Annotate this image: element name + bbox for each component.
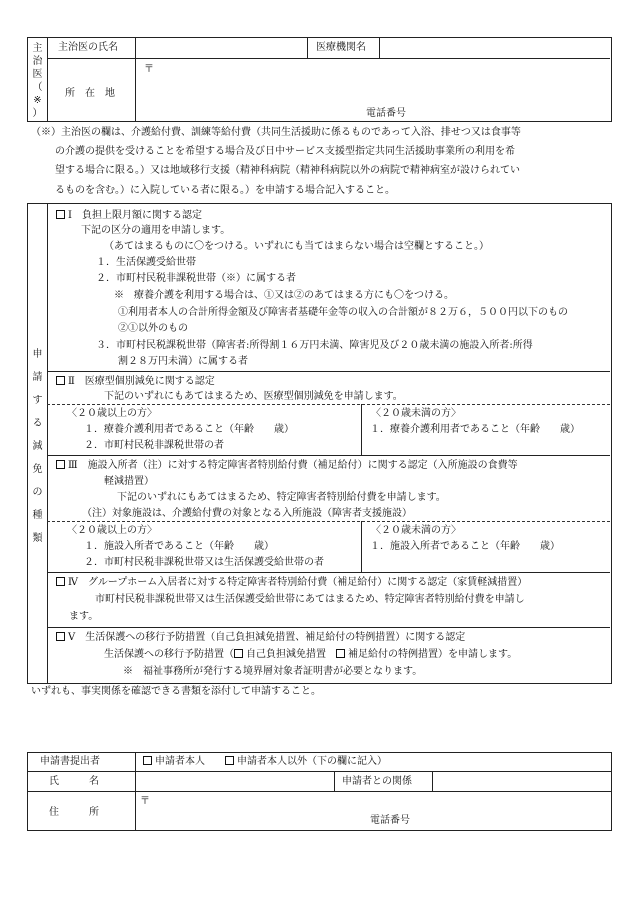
section4-title: Ⅳ グループホーム入居者に対する特定障害者特別給付費（補足給付）に関する認定（家賃軽減措置）	[56, 577, 527, 589]
section1-title: Ⅰ 負担上限月額に関する認定	[56, 210, 202, 222]
submitter-label: 申請書提出者	[40, 756, 100, 767]
doctor-address-label: 所 在 地	[65, 88, 115, 99]
section3-left-item: １．施設入所者であること（年齢 歳）	[84, 541, 274, 552]
section3-note: （注）対象施設は、介護給付費の対象となる入所施設（障害者支援施設）	[82, 508, 412, 519]
doctor-name-label: 主治医の氏名	[58, 42, 118, 53]
section4-line: 市町村民税非課税世帯又は生活保護受給世帯にあてはまるため、特定障害者特別給付費を申請し	[95, 594, 525, 605]
section1-line: 下記の区分の適用を申請します。	[81, 225, 231, 236]
applicant-phone-label: 電話番号	[370, 815, 410, 826]
supplement-checkbox[interactable]	[336, 649, 345, 658]
institution-field[interactable]	[381, 39, 608, 57]
section2-right-head: 〈２０歳未満の方〉	[371, 408, 461, 419]
postal-mark: 〒	[144, 64, 154, 75]
section3-left-item: ２．市町村民税非課税世帯又は生活保護受給世帯の者	[84, 557, 324, 568]
other-checkbox[interactable]	[225, 756, 234, 765]
self-checkbox[interactable]	[143, 756, 152, 765]
self-burden-checkbox[interactable]	[234, 649, 243, 658]
section1-sub-1: ①利用者本人の合計所得金額及び障害者基礎年金等の収入の合計額が８２万６，５００円以下のもの	[118, 307, 568, 318]
relation-field[interactable]	[434, 773, 608, 789]
section4-checkbox[interactable]	[56, 577, 65, 586]
section1-sub-2: ②①以外のもの	[118, 323, 188, 334]
section2-left-item: １．療養介護利用者であること（年齢 歳）	[84, 424, 294, 435]
section1-checkbox[interactable]	[56, 210, 65, 219]
section3-checkbox[interactable]	[56, 460, 65, 469]
section1-option-3: ３．市町村民税課税世帯（障害者:所得割１６万円未満、障害児及び２０歳未満の施設入所者:所得	[96, 340, 533, 351]
applicant-name-field[interactable]	[137, 773, 332, 789]
doctor-name-field[interactable]	[137, 39, 305, 57]
applicant-name-label: 氏 名	[49, 776, 99, 787]
section1-line: （あてはまるものに〇をつける。いずれにも当てはまらない場合は空欄とすること。）	[104, 241, 489, 252]
section3-right-item: １．施設入所者であること（年齢 歳）	[370, 541, 560, 552]
section3-intro: 下記のいずれにもあてはまるため、特定障害者特別給付費を申請します。	[117, 492, 446, 503]
submitter-options: 申請者本人 申請者本人以外（下の欄に記入）	[143, 756, 387, 768]
attachment-note: いずれも、事実関係を確認できる書類を添付して申請すること。	[31, 686, 321, 697]
institution-label: 医療機関名	[316, 42, 366, 53]
reduction-side-label: 申 請 す る 減 免 の 種 類	[32, 349, 43, 544]
section1-option-3-cont: 割２８万円未満）に属する者	[118, 356, 248, 367]
doctor-phone-label: 電話番号	[366, 108, 406, 119]
section3-title: Ⅲ 施設入所者（注）に対する特定障害者特別給付費（補足給付）に関する認定（入所施設の食費等	[56, 460, 518, 472]
section3-right-head: 〈２０歳未満の方〉	[371, 525, 461, 536]
section1-option-1: １．生活保護受給世帯	[96, 257, 196, 268]
section1-option-2: ２．市町村民税非課税世帯（※）に属する者	[96, 273, 296, 284]
section5-line: 生活保護への移行予防措置（ 自己負担減免措置 補足給付の特例措置）を申請します。	[104, 649, 518, 660]
section3-left-head: 〈２０歳以上の方〉	[67, 525, 157, 536]
section2-left-item: ２．市町村民税非課税世帯の者	[84, 440, 224, 451]
section2-left-head: 〈２０歳以上の方〉	[67, 408, 157, 419]
section3-title-cont: 軽減措置）	[104, 476, 154, 487]
section5-title: Ⅴ 生活保護への移行予防措置（自己負担減免措置、補足給付の特例措置）に関する認定	[56, 632, 465, 644]
section1-note: ※ 療養介護を利用する場合は、①又は②のあてはまる方にも〇をつける。	[114, 290, 454, 301]
section2-title: Ⅱ 医療型個別減免に関する認定	[56, 376, 215, 388]
section2-intro: 下記のいずれにもあてはまるため、医療型個別減免を申請します。	[104, 391, 403, 402]
applicant-address-label: 住 所	[49, 807, 99, 818]
section2-right-item: １．療養介護利用者であること（年齢 歳）	[370, 424, 580, 435]
relation-label: 申請者との関係	[342, 776, 412, 787]
section5-checkbox[interactable]	[56, 632, 65, 641]
doctor-side-label: 主 治 医 （ ※ ）	[32, 43, 43, 119]
section4-line-cont: ます。	[69, 611, 99, 622]
applicant-postal-mark: 〒	[140, 796, 150, 807]
section2-checkbox[interactable]	[56, 376, 65, 385]
section5-note: ※ 福祉事務所が発行する境界層対象者証明書が必要となります。	[123, 666, 423, 677]
